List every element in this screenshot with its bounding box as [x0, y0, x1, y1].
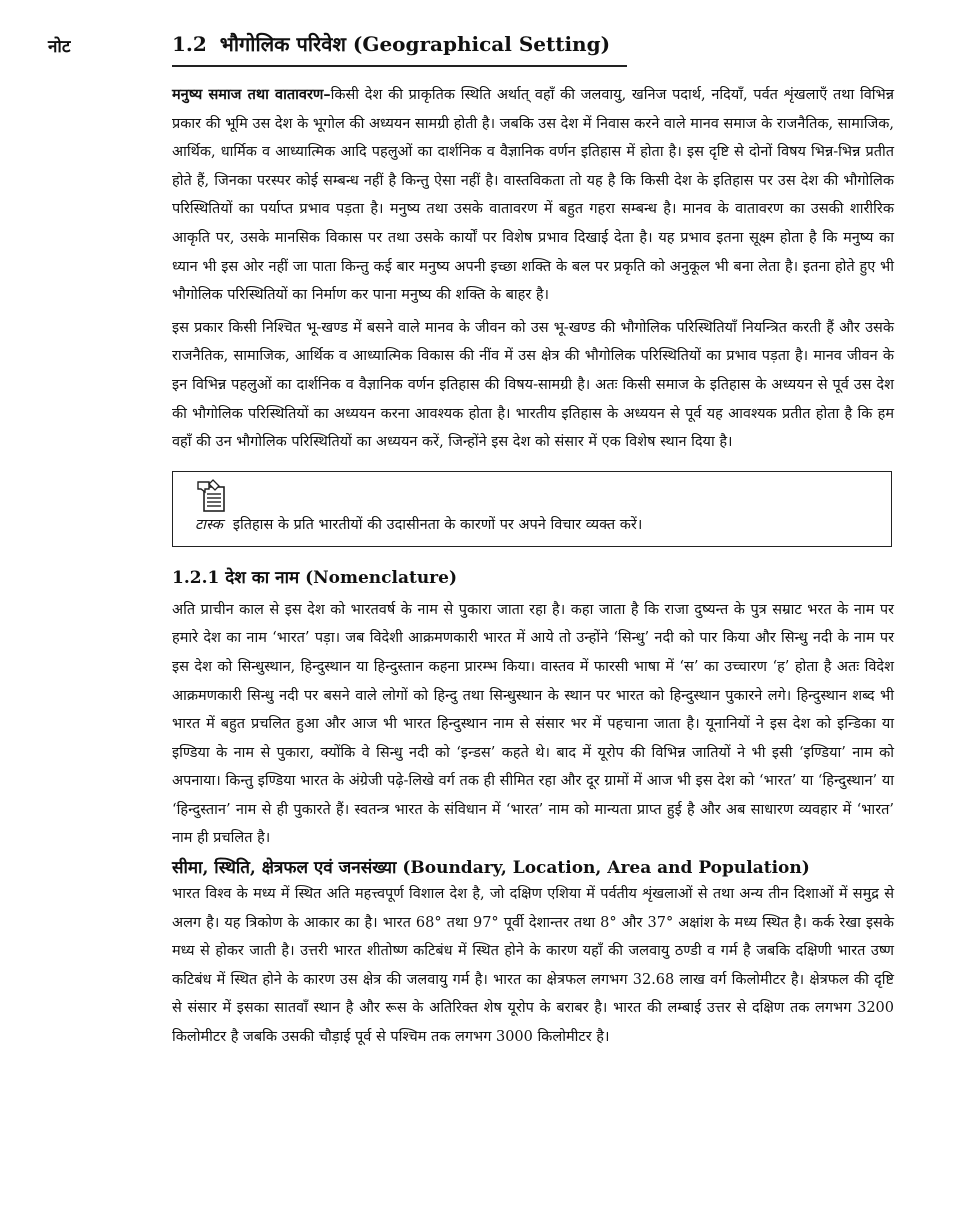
- page-content: [172, 30, 894, 1052]
- section-heading: [172, 30, 627, 67]
- boundary-heading: सीमा, स्थिति, क्षेत्रफल एवं जनसंख्या (Boundary, Location, Area and Population): [172, 858, 810, 879]
- paragraph-text: किसी देश की प्राकृतिक स्थिति अर्थात् वहाँ की जलवायु, खनिज पदार्थ, नदियाँ, पर्वत शृंखलाएँ तथा विभिन्न प्रकार की भूमि उस देश के भूगोल की अध्ययन सामग्री होती है। जबकि उस देश में निवास करने वाले मानव समाज के राजनैतिक, सामाजिक, आर्थिक, धार्मिक व आध्यात्मिक आदि पहलुओं का दार्शनिक व वैज्ञानिक वर्णन इतिहास में होता है। इस दृष्टि से दोनों विषय भिन्न-भिन्न प्रतीत होते हैं, जिनका परस्पर कोई सम्बन्ध नहीं है किन्तु ऐसा नहीं है। वास्तविकता तो यह है कि किसी देश के इतिहास पर उस देश की भौगोलिक परिस्थितियों का पर्याप्त प्रभाव पड़ता है। मनुष्य तथा उसके वातावरण में बहुत गहरा सम्बन्ध है। मानव के वातावरण का उसकी शारीरिक आकृति पर, उसके मानसिक विकास पर तथा उसके कार्यों पर विशेष प्रभाव दिखाई देता है। यह प्रभाव इतना सूक्ष्म होता है कि मनुष्य का ध्यान भी इस ओर नहीं जा पाता किन्तु कई बार मनुष्य अपनी इच्छा शक्ति के बल पर प्रकृति को अनुकूल भी बना लेता है। इतना होते हुए भी भौगोलिक परिस्थितियों का निर्माण कर पाना मनुष्य की शक्ति के बाहर है।: [172, 87, 894, 304]
- paragraph-environment: [172, 81, 894, 310]
- paragraph-boundary: भारत विश्व के मध्य में स्थित अति महत्त्वपूर्ण विशाल देश है, जो दक्षिण एशिया में पर्वतीय शृंखलाओं से तथा अन्य तीन दिशाओं में समुद्र से अलग है। यह त्रिकोण के आकार का है। भारत 68° तथा 97° पूर्वी देशान्तर तथा 8° और 37° अक्षांश के मध्य स्थित है। कर्क रेखा इसके मध्य से होकर जाती है। उत्तरी भारत शीतोष्ण कटिबंध में स्थित होने के कारण यहाँ की जलवायु ठण्डी व गर्म है जबकि दक्षिणी भारत उष्ण कटिबंध में स्थित होने के कारण उस क्षेत्र की जलवायु गर्म है। भारत का क्षेत्रफल लगभग 32.68 लाख वर्ग किलोमीटर है। क्षेत्रफल की दृष्टि से संसार में इसका सातवाँ स्थान है और रूस के अतिरिक्त शेष यूरोप के बराबर है। भारत की लम्बाई उत्तर से दक्षिण तक लगभग 3200 किलोमीटर है जबकि उसकी चौड़ाई पूर्व से पश्चिम तक लगभग 3000 किलोमीटर है।: [172, 886, 894, 1046]
- paragraph-geography-influence: इस प्रकार किसी निश्चित भू-खण्ड में बसने वाले मानव के जीवन को उस भू-खण्ड की भौगोलिक परिस्थितियाँ नियन्त्रित करती हैं और उसके राजनैतिक, सामाजिक, आर्थिक व आध्यात्मिक विकास की नींव में उस क्षेत्र की भौगोलिक परिस्थितियों का प्रभाव पड़ता है। मानव जीवन के इन विभिन्न पहलुओं का दार्शनिक व वैज्ञानिक वर्णन इतिहास की विषय-सामग्री है। अतः किसी समाज के इतिहास के अध्ययन से पूर्व उस देश की भौगोलिक परिस्थितियों का अध्ययन करना आवश्यक होता है। भारतीय इतिहास के अध्ययन से पूर्व यह आवश्यक प्रतीत होता है कि हम वहाँ की उन भौगोलिक परिस्थितियों का अध्ययन करें, जिन्होंने इस देश को संसार में एक विशेष स्थान दिया है।: [172, 319, 894, 451]
- paragraph-lead: मनुष्य समाज तथा वातावरण–: [172, 86, 331, 103]
- paragraph-nomenclature: अति प्राचीन काल से इस देश को भारतवर्ष के नाम से पुकारा जाता रहा है। कहा जाता है कि राजा दुष्यन्त के पुत्र सम्राट भरत के नाम पर हमारे देश का नाम ‘भारत’ पड़ा। जब विदेशी आक्रमणकारी भारत में आये तो उन्होंने ‘सिन्धु’ नदी को पार किया और सिन्धु नदी के नाम पर इस देश को सिन्धुस्थान, हिन्दुस्थान या हिन्दुस्तान कहना प्रारम्भ किया। वास्तव में फारसी भाषा में ‘स’ का उच्चारण ‘ह’ होता है अतः विदेश आक्रमणकारी सिन्धु नदी पर बसने वाले लोगों को हिन्दु तथा सिन्धुस्थान के स्थान पर भारत को हिन्दुस्थान पुकारने लगे। हिन्दुस्थान शब्द भी भारत में बहुत प्रचलित हुआ और आज भी भारत हिन्दुस्थान नाम से संसार भर में पहचाना जाता है। यूनानियों ने इस देश को इन्डिका या इण्डिया के नाम से पुकारा, क्योंकि वे सिन्धु नदी को ‘इन्डस’ कहते थे। बाद में यूरोप की विभिन्न जातियों ने भी इसी ‘इण्डिया’ नाम को अपनाया। किन्तु इण्डिया भारत के अंग्रेजी पढ़े-लिखे वर्ग तक ही सीमित रहा और दूर ग्रामों में आज भी इस देश को ‘भारत’ या ‘हिन्दुस्थान’ या ‘हिन्दुस्तान’ नाम से ही पुकारते हैं। स्वतन्त्र भारत के संविधान में ‘भारत’ नाम को मान्यता प्राप्त हुई है और अब साधारण व्यवहार में ‘भारत’ नाम ही प्रचलित है।: [172, 601, 894, 847]
- subsection-title-en: (Nomenclature): [305, 567, 457, 588]
- subsection-title-hi: देश का नाम: [225, 567, 300, 588]
- task-text: इतिहास के प्रति भारतीयों की उदासीनता के कारणों पर अपने विचार व्यक्त करें।: [232, 516, 643, 533]
- task-document-icon: [195, 478, 231, 514]
- task-label: टास्क: [195, 516, 223, 533]
- task-line: [195, 514, 642, 534]
- section-number: 1.2: [172, 32, 207, 56]
- margin-note: नोट: [48, 37, 71, 57]
- section-title: भौगोलिक परिवेश (Geographical Setting): [219, 32, 611, 56]
- subsection-number: 1.2.1: [172, 567, 220, 588]
- subsection-heading: [172, 565, 894, 588]
- task-box: [172, 471, 892, 547]
